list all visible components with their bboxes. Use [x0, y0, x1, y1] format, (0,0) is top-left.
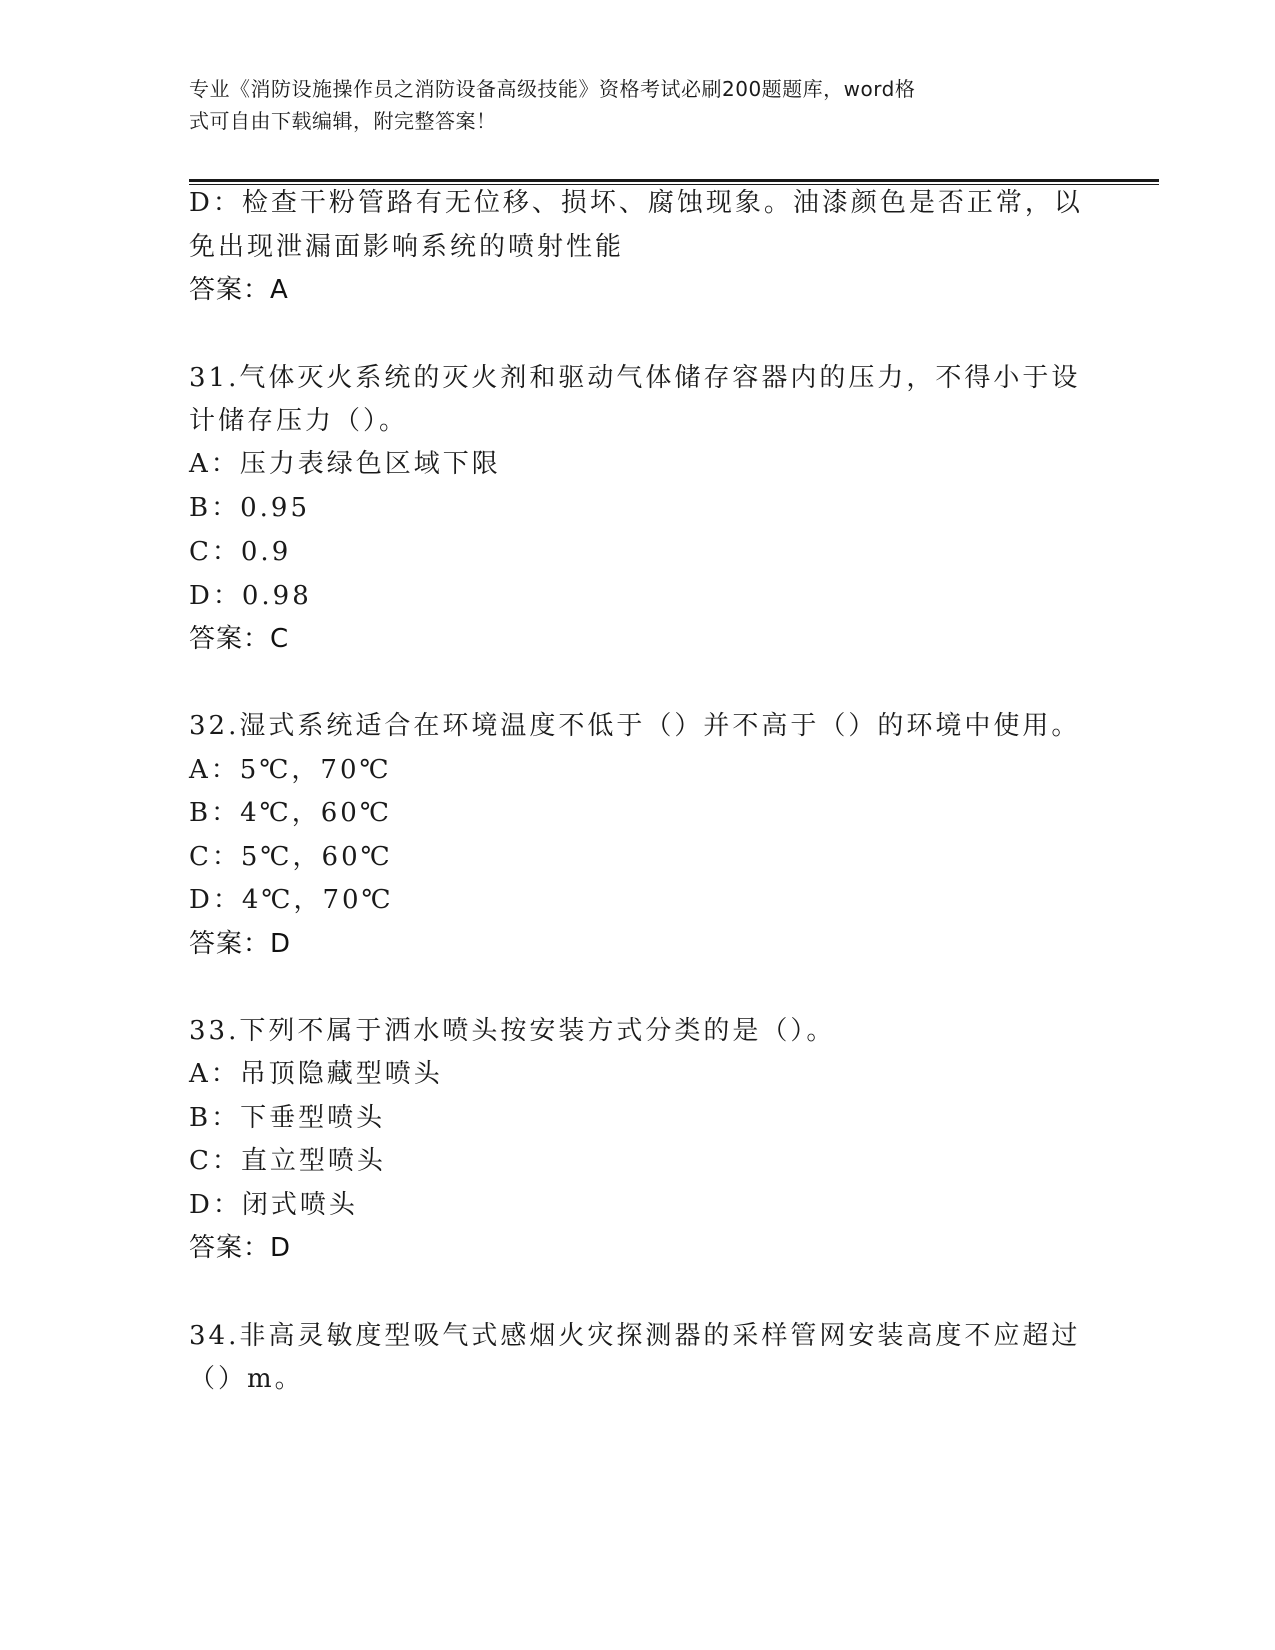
prev-answer: 答案：A: [189, 275, 289, 305]
header-line-2: 式可自由下载编辑，附完整答案！: [189, 109, 497, 133]
q32-answer: 答案：D: [189, 929, 292, 959]
q33-answer: 答案：D: [189, 1233, 292, 1263]
q32-option-d: D：4℃，70℃: [189, 885, 394, 915]
q31-answer: 答案：C: [189, 624, 290, 654]
prev-option-d-line-2: 免出现泄漏面影响系统的喷射性能: [189, 232, 625, 262]
header-line-1: 专业《消防设施操作员之消防设备高级技能》资格考试必刷200题题库，word格: [189, 77, 916, 101]
document-header: [189, 73, 1089, 137]
q34-stem-line-2: （）m。: [189, 1364, 304, 1394]
q31-stem-line-2: 计储存压力（）。: [189, 406, 409, 436]
q31-option-c: C：0.9: [189, 537, 292, 567]
q31-stem-line-1: 31.气体灭火系统的灭火剂和驱动气体储存容器内的压力，不得小于设: [189, 363, 1081, 393]
q33-option-b: B：下垂型喷头: [189, 1103, 386, 1133]
header-divider-thick: [189, 179, 1159, 182]
q31-option-b: B：0.95: [189, 493, 310, 523]
header-divider-thin: [189, 184, 1159, 185]
prev-option-d-line-1: D：检查干粉管路有无位移、损坏、腐蚀现象。油漆颜色是否正常，以: [189, 188, 1083, 218]
q32-stem-line-1: 32.湿式系统适合在环境温度不低于（）并不高于（）的环境中使用。: [189, 711, 1081, 741]
q31-option-d: D：0.98: [189, 581, 312, 611]
q32-option-a: A：5℃，70℃: [189, 755, 392, 785]
q33-option-a: A：吊顶隐藏型喷头: [189, 1059, 443, 1089]
q32-option-b: B：4℃，60℃: [189, 798, 392, 828]
q34-stem-line-1: 34.非高灵敏度型吸气式感烟火灾探测器的采样管网安装高度不应超过: [189, 1321, 1081, 1351]
q33-option-c: C：直立型喷头: [189, 1146, 386, 1176]
q31-option-a: A：压力表绿色区域下限: [189, 449, 501, 479]
q33-option-d: D：闭式喷头: [189, 1190, 358, 1220]
q33-stem-line-1: 33.下列不属于洒水喷头按安装方式分类的是（）。: [189, 1016, 836, 1046]
q32-option-c: C：5℃，60℃: [189, 842, 393, 872]
